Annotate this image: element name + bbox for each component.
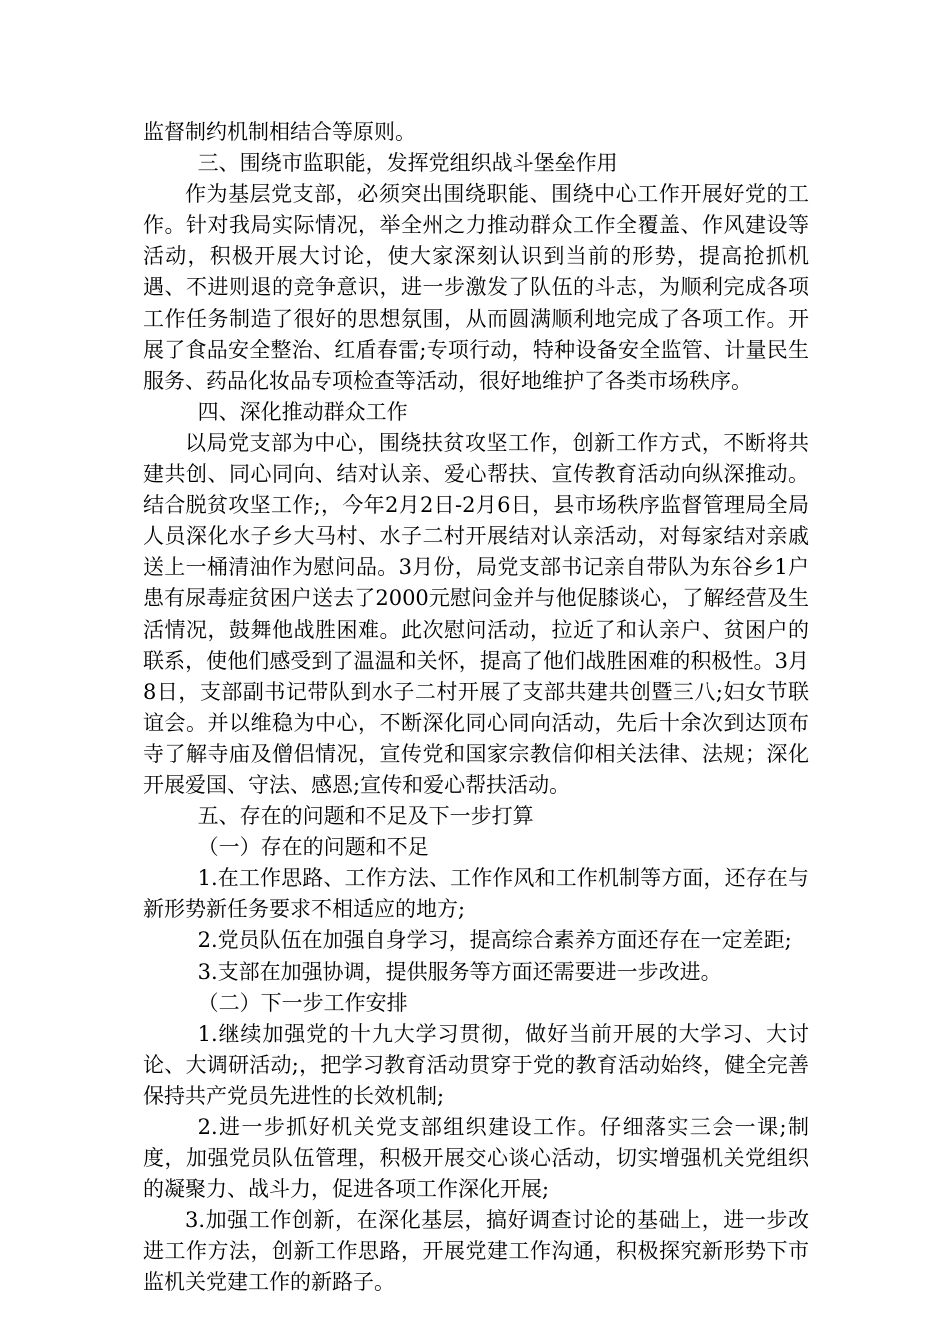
list-item: 1.继续加强党的十九大学习贯彻，做好当前开展的大学习、大讨论、大调研活动;，把学习教育活动贯穿于党的教育活动始终，健全完善保持共产党员先进性的长效机制;: [143, 1021, 809, 1108]
paragraph: 以局党支部为中心，围绕扶贫攻坚工作，创新工作方式，不断将共建共创、同心同向、结对认亲、爱心帮扶、宣传教育活动向纵深推动。结合脱贫攻坚工作;，今年2月2日-2月6日，县市场秩序监督管理局全局人员深化水子乡大马村、水子二村开展结对认亲活动，对每家结对亲戚送上一桶清油作为慰问品。3月份，局党支部书记亲自带队为东谷乡1户患有尿毒症贫困户送去了2000元慰问金并与他促膝谈心，了解经营及生活情况，鼓舞他战胜困难。此次慰问活动，拉近了和认亲户、贫困户的联系，使他们感受到了温温和关怀，提高了他们战胜困难的积极性。3月8日，支部副书记带队到水子二村开展了支部共建共创暨三八;妇女节联谊会。并以维稳为中心，不断深化同心同向活动，先后十余次到达顶布寺了解寺庙及僧侣情况，宣传党和国家宗教信仰相关法律、法规；深化开展爱国、守法、感恩;宣传和爱心帮扶活动。: [143, 430, 809, 797]
list-item: 3.加强工作创新，在深化基层，搞好调查讨论的基础上，进一步改进工作方法，创新工作思路，开展党建工作沟通，积极探究新形势下市监机关党建工作的新路子。: [143, 1208, 809, 1295]
subsection-heading-1: （一）存在的问题和不足: [197, 835, 429, 860]
section-heading-3: 三、围绕市监职能，发挥党组织战斗堡垒作用: [197, 151, 618, 176]
paragraph: 作为基层党支部，必须突出围绕职能、围绕中心工作开展好党的工作。针对我局实际情况，举全州之力推动群众工作全覆盖、作风建设等活动，积极开展大讨论，使大家深刻认识到当前的形势，提高抢抓机遇、不进则退的竞争意识，进一步激发了队伍的斗志，为顺利完成各项工作任务制造了很好的思想氛围，从而圆满顺利地完成了各项工作。开展了食品安全整治、红盾春雷;专项行动，特种设备安全监管、计量民生服务、药品化妆品专项检查等活动，很好地维护了各类市场秩序。: [143, 182, 809, 393]
subsection-heading-2: （二）下一步工作安排: [197, 990, 408, 1015]
document-body: [143, 117, 809, 1299]
section-heading-5: 五、存在的问题和不足及下一步打算: [197, 804, 534, 829]
list-item: 3.支部在加强协调，提供服务等方面还需要进一步改进。: [197, 959, 722, 984]
paragraph-continuation: 监督制约机制相结合等原则。: [143, 120, 416, 144]
section-heading-4: 四、深化推动群众工作: [197, 399, 408, 424]
list-item: 2.进一步抓好机关党支部组织建设工作。仔细落实三会一课;制度，加强党员队伍管理，积极开展交心谈心活动，切实增强机关党组织的凝聚力、战斗力，促进各项工作深化开展;: [143, 1115, 809, 1202]
list-item: 2.党员队伍在加强自身学习，提高综合素养方面还存在一定差距;: [197, 928, 792, 953]
list-item: 1.在工作思路、工作方法、工作作风和工作机制等方面，还存在与新形势新任务要求不相适应的地方;: [143, 866, 809, 922]
